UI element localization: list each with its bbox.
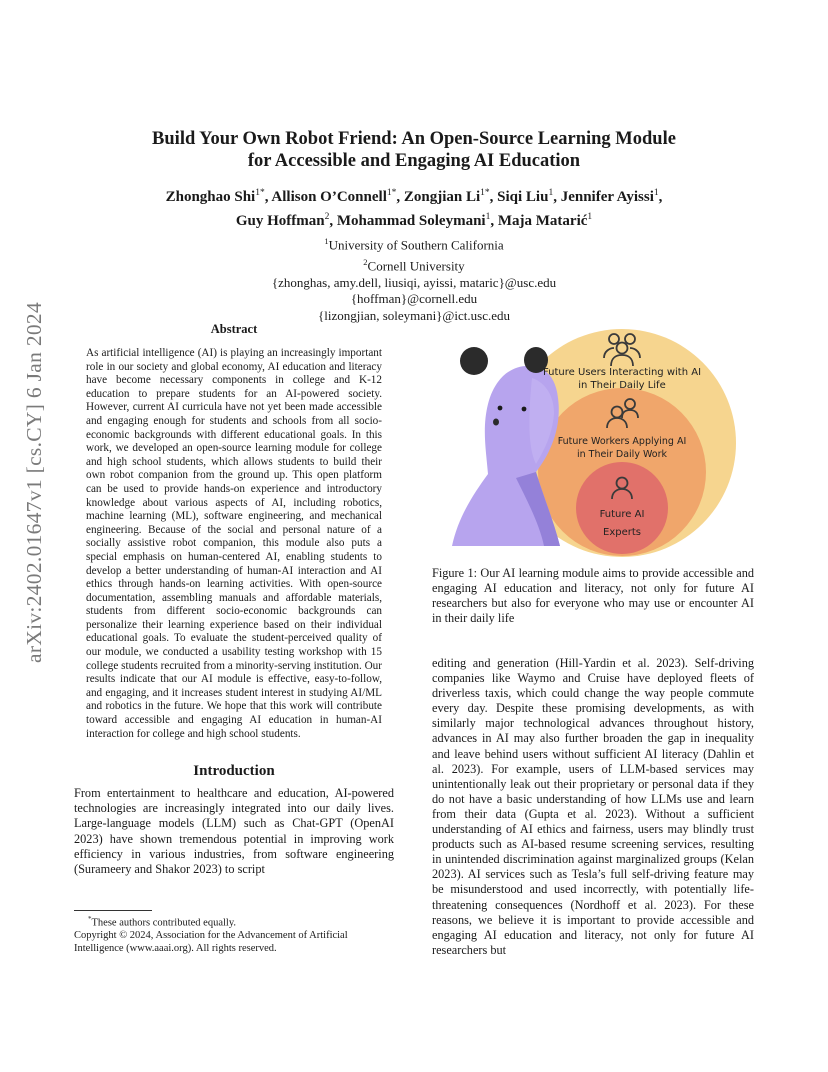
author-sup: 1 [548, 188, 554, 198]
outer-circle-label-line1: Future Users Interacting with AI [542, 367, 702, 378]
footnote [74, 913, 394, 956]
middle-circle-label-line2: in Their Daily Work [576, 449, 668, 460]
author: Jennifer Ayissi [560, 189, 654, 205]
author-sup: 1 [485, 212, 491, 222]
author-line-2: Guy Hoffman$^2$, Mohammad Soleymani$^1$, Maja Matarić$^1$ [235, 212, 593, 229]
author-line-1: Zhonghao Shi$^{1*}$, Allison O’Connell$^{1*}$, Zongjian $Li^{1*}$, Siqi Liu$^1$, Jennifer Ayissi$^1$, [165, 188, 663, 205]
footnote-mark: * [88, 915, 92, 923]
author-sup: 2 [324, 212, 330, 222]
right-column-text: editing and generation (Hill-Yardin et al. 2023). Self-driving companies like Waymo and Cruise have deployed fleets of driverless taxis, which could change the way people commute every day. Despite these promising developments, as with similarly major technological advances throughout history, advances in AI may also further broaden the gap in inequality and leave behind users without sufficient AI literacy (Dahlin et al. 2023). For example, users of LLM-based services may unintentionally leak out their proprietary or personal data if they do not have a basic understanding of how LLMs use and learn from their data (Gupta et al. 2023). Without a sufficient understanding of AI ethics and fairness, users may blindly trust products such as AI-based resume screening services, resulting in unintended discrimination against marginalized groups (Kelan 2023). AI services such as Tesla’s full self-driving feature may be misunderstood and used incorrectly, with potentially life-threatening consequences (Nordhoff et al. 2023). For these reasons, we believe it is important to provide accessible and engaging AI education and literacy, not only for future AI researchers but [432, 656, 754, 957]
author-sup: 1* [255, 188, 265, 198]
author: Allison O’Connell [271, 189, 387, 205]
inner-circle-label-line2: Experts [603, 527, 641, 538]
footnote-text: These authors contributed equally. [91, 917, 237, 929]
footnote-divider [74, 910, 152, 911]
figure-caption: Figure 1: Our AI learning module aims to provide accessible and engaging AI education and literacy, not only for future AI researchers but also for everyone who may use or encounter AI in their daily life [432, 566, 754, 626]
author-sup: 1 [587, 212, 593, 222]
copyright-notice: Copyright © 2024, Association for the Advancement of Artificial Intelligence (www.aaai.org). All rights reserved. [74, 930, 348, 955]
abstract-text: As artificial intelligence (AI) is playing an increasingly important role in our society and global economy, AI education and literacy have become necessary components in college and K-12 education to prepare students for an AI-powered society. However, current AI curricula have not yet been made accessible and engaging enough for students and schools from all socio-economic backgrounds with different educational goals. In this work, we developed an open-source learning module for college and high school students, which allows students to build their own robot companion from the ground up. This open platform can be used to provide hands-on experience and introductory knowledge about various aspects of AI, including robotics, machine learning (ML), software engineering, and mechanical engineering. Because of the social and personal nature of a socially assistive robot companion, this module also puts a special emphasis on human-centered AI, enabling students to develop a better understanding of human-AI interaction and AI ethics through hands-on learning activities. With open-source documentation, assembling manuals and affordable materials, students from different socio-economic backgrounds can personalize their learning experience based on their individual educational goals. To evaluate the student-perceived quality of our module, we conducted a usability testing workshop with 15 college students recruited from a minority-serving institution. Our results indicate that our AI module is effective, easy-to-follow, and engaging, and it increases student interest in studying AI/ML and robotics in the future. We hope that this work will contribute toward accessible and engaging AI education in human-AI interaction for college and high school students. [86, 347, 382, 740]
author-sup: 1 [653, 188, 659, 198]
paper-header [74, 128, 754, 324]
introduction-heading: Introduction [193, 763, 275, 780]
paper-title [74, 128, 754, 172]
affil-sup: 2 [363, 256, 368, 267]
outer-circle-label-line2: in Their Daily Life [578, 380, 666, 391]
introduction-text: From entertainment to healthcare and education, AI-powered technologies are increasingly integrated into our daily lives. Large-language models (LLM) such as Chat-GPT (OpenAI 2023) have shown tremendous potential in improving work efficiency in various industries, from software engineering (Surameery and Shakor 2023) to script [74, 786, 394, 876]
affil-sup: 1 [324, 236, 329, 246]
inner-circle-label-line1: Future AI [599, 509, 645, 520]
figure-illustration [432, 318, 754, 558]
affiliation [74, 233, 754, 254]
affiliation [74, 254, 754, 275]
equal-contribution-note [74, 913, 394, 930]
email: {zhonghas, amy.dell, liusiqi, ayissi, mataric}@usc.edu [271, 274, 557, 290]
title-line-1: Build Your Own Robot Friend: An Open-Source Learning Module [152, 129, 676, 149]
author: Siqi Liu [497, 189, 549, 205]
email: {hoffman}@cornell.edu [350, 291, 478, 307]
inner-circle [576, 462, 668, 554]
title-line-2: for Accessible and Engaging AI Education [247, 151, 581, 171]
author: Guy Hoffman [235, 213, 325, 229]
left-column [74, 322, 394, 877]
email: {lizongjian, soleymani}@ict.usc.edu [318, 307, 510, 323]
affil-text: Cornell University [367, 258, 465, 274]
author-sup: 1* [480, 188, 490, 198]
middle-circle-label-line1: Future Workers Applying AI [557, 436, 687, 447]
author-list [74, 183, 754, 231]
author: Maja Matarić [497, 213, 588, 229]
author: Zhonghao Shi [165, 189, 256, 205]
arxiv-identifier: arXiv:2402.01647v1 [cs.CY] 6 Jan 2024 [22, 301, 47, 663]
affil-text: University of Southern California [328, 237, 504, 253]
abstract-heading: Abstract [210, 322, 258, 336]
figure-1 [432, 318, 754, 558]
author-sup: 1* [386, 188, 397, 198]
author: Zongjian Li [403, 189, 481, 205]
affiliations [74, 233, 754, 324]
author: Mohammad Soleymani [336, 213, 486, 229]
